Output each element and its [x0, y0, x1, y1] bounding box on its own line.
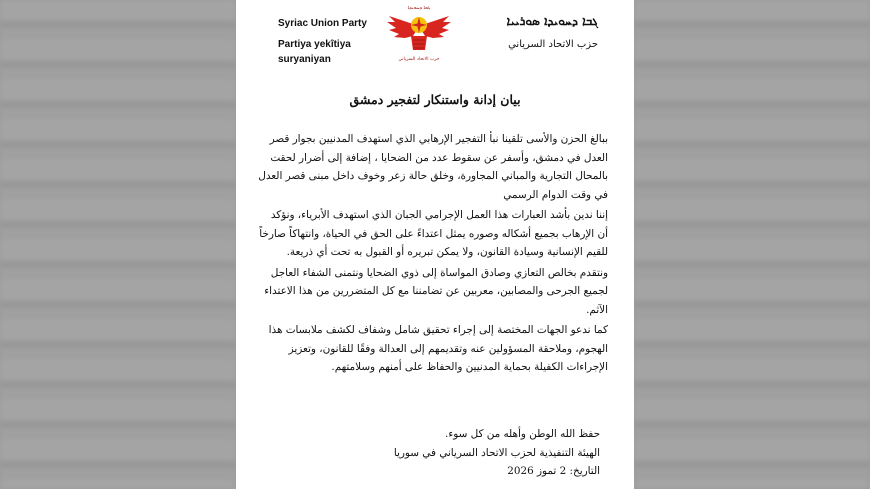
party-name-latin: [278, 16, 388, 67]
logo-caption-bottom: حزب الاتحاد السرياني: [398, 57, 440, 62]
statement-title: بيان إدانة واستنكار لتفجير دمشق: [349, 92, 521, 107]
party-name-syriac: ܓܒܐ ܕܚܘܝܕܐ ܣܘܪܝܝܐ: [506, 14, 598, 28]
party-name-semitic: [488, 14, 598, 50]
statement-body: [258, 130, 608, 377]
background-right-blur: [634, 0, 870, 489]
closing-date: التاريخ: 2 تموز 2026: [507, 465, 600, 477]
background-left-blur: [0, 0, 236, 489]
closing-blessing: حفظ الله الوطن وأهله من كل سوء.: [445, 428, 600, 440]
paragraph-3: ونتقدم بخالص التعازي وصادق المواساة إلى ذوي الضحايا ونتمنى الشفاء العاجل لجميع الجرحى والمصابين، معربين عن تضامننا مع كل المتضررين من هذا الاعتداء الآثم.: [264, 266, 608, 316]
document-page: [236, 0, 634, 489]
party-name-kurdish: Partiya yekîtiya suryaniyan: [278, 39, 351, 65]
paragraph-4: كما ندعو الجهات المختصة إلى إجراء تحقيق شامل وشفاف لكشف ملابسات هذا الهجوم، وملاحقة المسؤولين عنه وتقديمهم إلى العدالة وفقًا للقانون، وتعزيز الإجراءات الكفيلة بحماية المدنيين والحفاظ على أمنهم وسلامتهم.: [268, 324, 608, 373]
paragraph-2: إننا ندين بأشد العبارات هذا العمل الإجرامي الجبان الذي استهدف الأبرياء، ونؤكد أن الإرهاب بجميع أشكاله وصوره يمثل اعتداءً على الحق في الحياة، وانتهاكاً صارخاً للقيم الإنسانية وسيادة القانون، ولا يمكن تبريره أو القبول به تحت أي ذريعة.: [259, 209, 608, 258]
logo-caption-top: ܓܒܐ ܕܚܘܝܕܐ: [407, 5, 431, 11]
party-logo-icon: [385, 2, 453, 64]
closing-signatory: الهيئة التنفيذية لحزب الاتحاد السرياني في سوريا: [393, 446, 600, 459]
party-name-english: Syriac Union Party: [278, 18, 367, 29]
party-name-arabic: حزب الاتحاد السرياني: [508, 39, 598, 50]
closing-block: [270, 425, 600, 481]
paragraph-1: ببالغ الحزن والأسى تلقينا نبأ التفجير الإرهابي الذي استهدف المدنيين بجوار قصر العدل في دمشق، وأسفر عن سقوط عدد من الضحايا ، إضافة إلى أضرار لحقت بالمحال التجارية والمباني المجاورة، وخلق حالة زعر وخوف داخل مبنى قصر العدل في وقت الدوام الرسمي: [258, 133, 608, 201]
